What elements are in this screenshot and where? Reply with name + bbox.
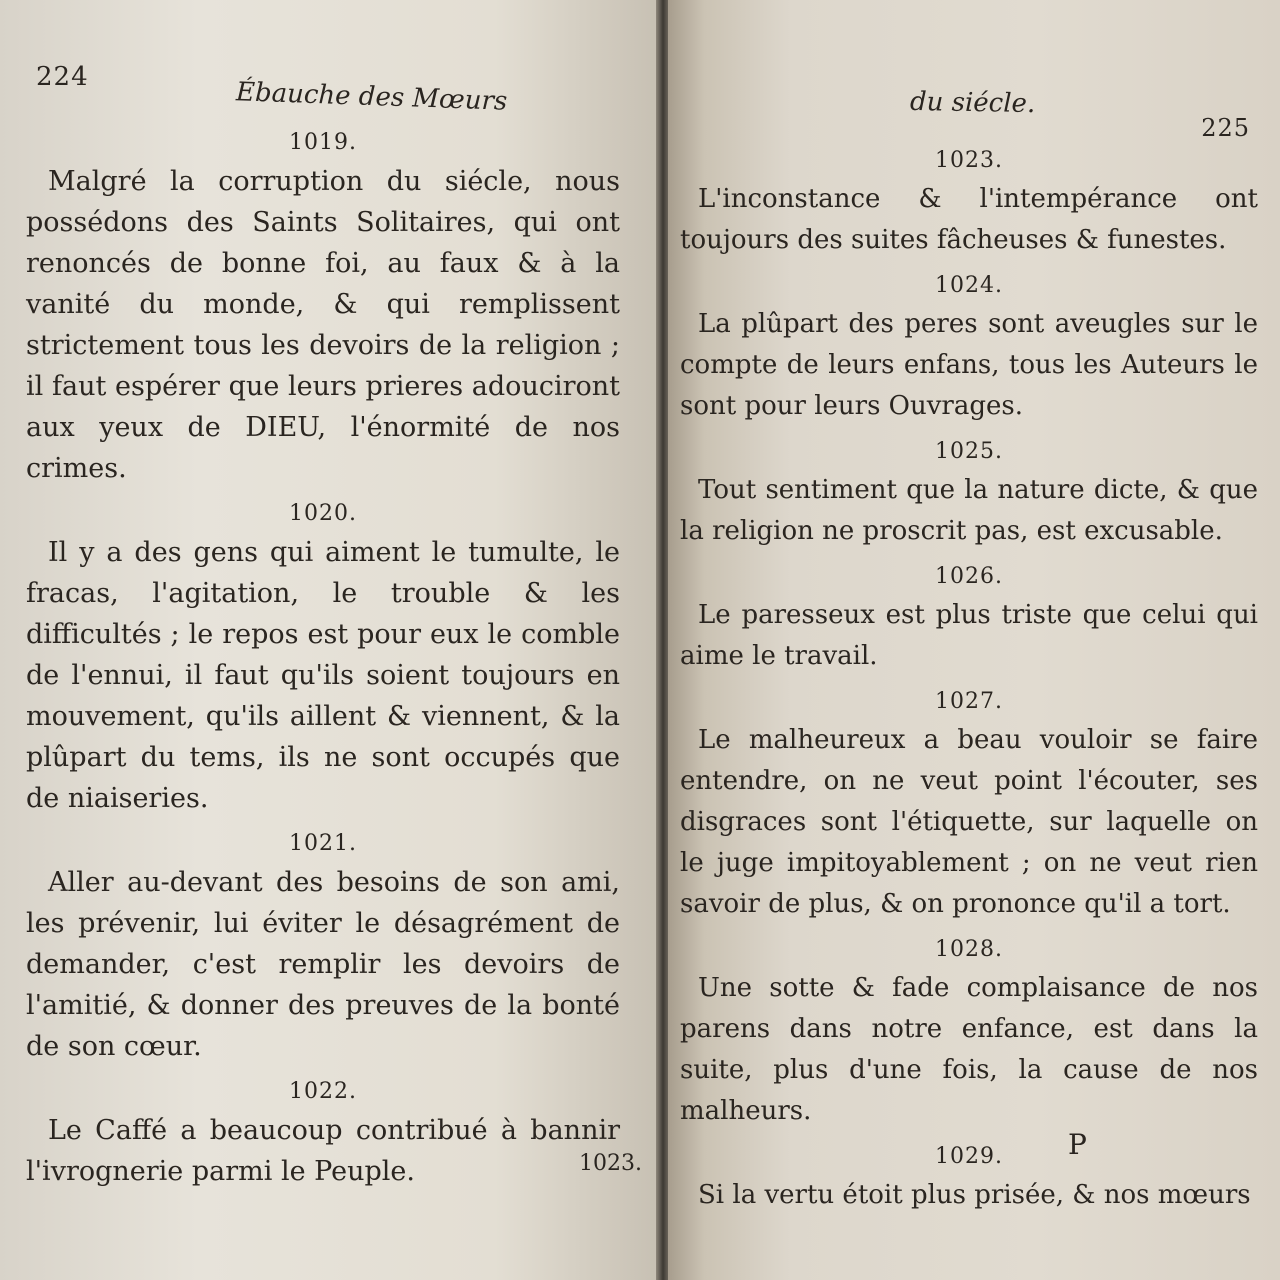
left-page-header: [26, 48, 620, 117]
running-head: Ébauche des Mœurs: [235, 77, 508, 117]
entry-number: 1025.: [935, 439, 1003, 464]
entry-number: 1020.: [289, 501, 357, 526]
entry-text: Le Caffé a beaucoup contribué à bannir l'ivrognerie parmi le Peuple.: [26, 1115, 620, 1187]
entry-text: Le paresseux est plus triste que celui qui aime le travail.: [680, 600, 1258, 671]
entry-number: 1026.: [935, 564, 1003, 589]
entry-number: 1023.: [935, 148, 1003, 173]
entry: [680, 689, 1258, 925]
entry: [680, 439, 1258, 552]
catchword: 1023.: [579, 1151, 642, 1176]
running-head: du siécle.: [909, 86, 1036, 120]
signature-mark: P: [1068, 1128, 1087, 1161]
right-page-entries: [680, 88, 1258, 1216]
entry: [680, 1144, 1258, 1216]
entry-number: 1024.: [935, 273, 1003, 298]
entry: [680, 273, 1258, 427]
entry-text: Malgré la corruption du siécle, nous possédons des Saints Solitaires, qui ont renoncés de bonne foi, au faux & à la vanité du monde, & qui remplissent strictement tous les devoirs de la religion ; il faut espérer que leurs prieres adouciront aux yeux de DIEU, l'énormité de nos crimes.: [26, 166, 620, 484]
entry-number: 1029.: [935, 1144, 1003, 1169]
entry: [26, 1079, 620, 1192]
entry: [680, 148, 1258, 261]
entry-text: Si la vertu étoit plus prisée, & nos mœurs: [698, 1180, 1251, 1210]
entry: [26, 501, 620, 819]
entry-text: Tout sentiment que la nature dicte, & que la religion ne proscrit pas, est excusable.: [680, 475, 1258, 546]
entry-text: L'inconstance & l'intempérance ont toujours des suites fâcheuses & funestes.: [680, 184, 1258, 255]
entry-text: Une sotte & fade complaisance de nos parens dans notre enfance, est dans la suite, plus d'une fois, la cause de nos malheurs.: [680, 973, 1258, 1126]
entry-text: Il y a des gens qui aiment le tumulte, le fracas, l'agitation, le trouble & les difficultés ; le repos est pour eux le comble de l'ennui, il faut qu'ils soient toujours en mouvement, qu'ils aillent & viennent, & la plûpart du tems, ils ne sont occupés que de niaiseries.: [26, 537, 620, 814]
entry-text: La plûpart des peres sont aveugles sur le compte de leurs enfans, tous les Auteurs le sont pour leurs Ouvrages.: [680, 309, 1258, 421]
left-page-entries: [26, 88, 620, 1192]
entry-number: 1028.: [935, 937, 1003, 962]
right-page: [668, 0, 1280, 1280]
right-page-header: [680, 48, 1258, 142]
page-number: 224: [36, 62, 89, 92]
entry: [26, 831, 620, 1067]
entry-number: 1019.: [289, 130, 357, 155]
entry: [680, 937, 1258, 1132]
entry-text: Aller au-devant des besoins de son ami, les prévenir, lui éviter le désagrément de demander, c'est remplir les devoirs de l'amitié, & donner des preuves de la bonté de son cœur.: [26, 867, 620, 1062]
entry-number: 1021.: [289, 831, 357, 856]
entry-number: 1022.: [289, 1079, 357, 1104]
entry: [26, 130, 620, 489]
page-number: 225: [1201, 114, 1250, 142]
entry-text: Le malheureux a beau vouloir se faire entendre, on ne veut point l'écouter, ses disgraces sont l'étiquette, sur laquelle on le juge impitoyablement ; on ne veut rien savoir de plus, & on prononce qu'il a tort.: [680, 725, 1258, 919]
entry: [680, 564, 1258, 677]
entry-number: 1027.: [935, 689, 1003, 714]
